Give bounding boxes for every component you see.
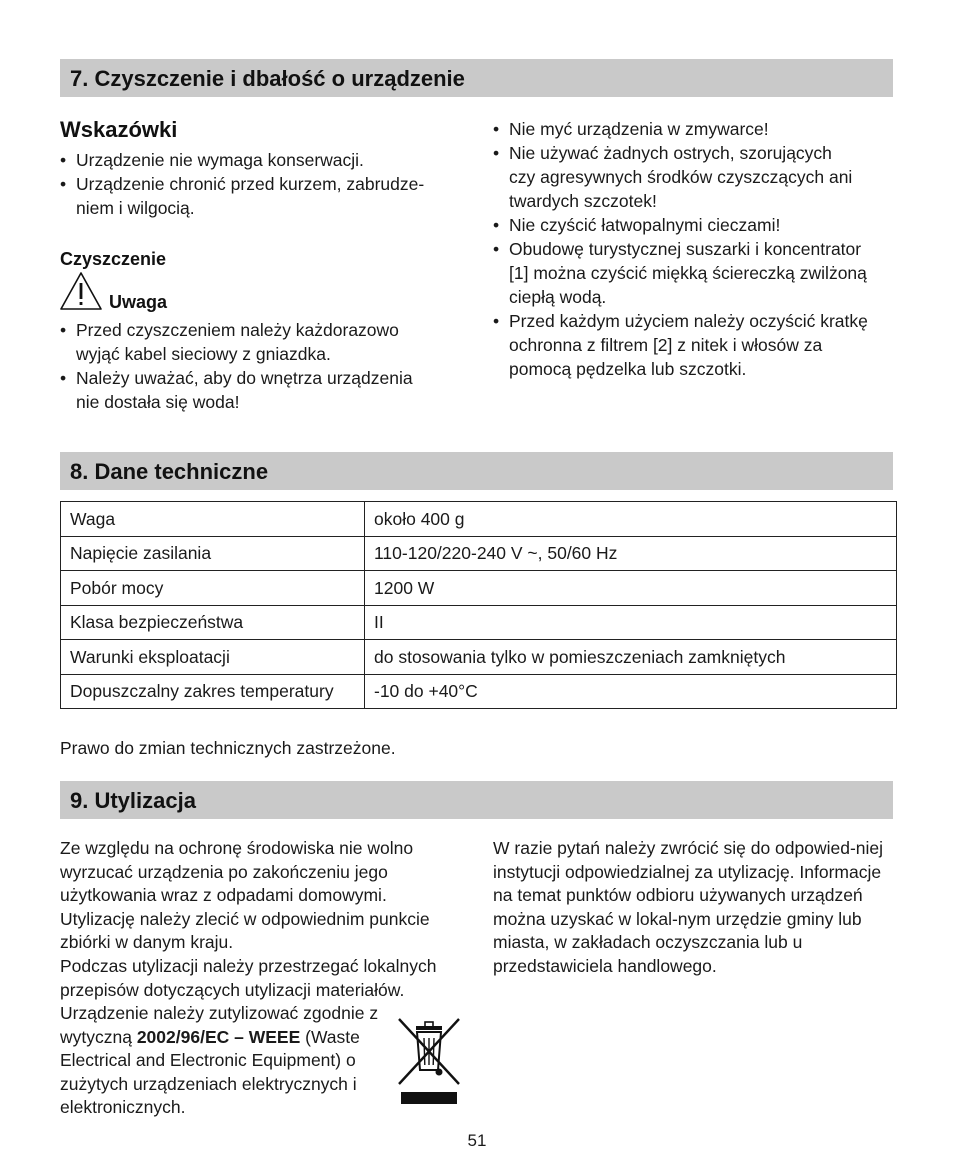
table-cell-value: około 400 g (365, 502, 897, 537)
section-7-heading: 7. Czyszczenie i dbałość o urządzenie (60, 59, 893, 97)
cleaning-list-right (493, 117, 898, 381)
warnings-list (60, 318, 455, 414)
table-cell-value: do stosowania tylko w pomieszczeniach zamkniętych (365, 640, 897, 675)
table-row (61, 605, 897, 640)
tips-heading: Wskazówki (60, 117, 178, 142)
warning-label: Uwaga (109, 292, 168, 312)
tips-list (60, 148, 455, 220)
section-9-heading: 9. Utylizacja (60, 781, 893, 819)
disposal-paragraph-3 (60, 1002, 392, 1120)
disposal-paragraph-1: Ze względu na ochronę środowiska nie wolno wyrzucać urządzenia po zakończeniu jego użytkowania wraz z odpadami domowymi. Utylizację należy zlecić w odpowiednim punkcie zbiórki w danym kraju. (60, 838, 430, 953)
table-cell-value: -10 do +40°C (365, 674, 897, 709)
table-cell-value: II (365, 605, 897, 640)
list-item: • Nie używać żadnych ostrych, szorujących czy agresywnych środków czyszczących ani twardych szczotek! (493, 141, 898, 213)
table-row (61, 571, 897, 606)
page-number: 51 (467, 1131, 487, 1150)
table-cell-label: Dopuszczalny zakres temperatury (61, 674, 365, 709)
list-item: • Urządzenie chronić przed kurzem, zabrudze- niem i wilgocią. (60, 172, 455, 220)
weee-directive: 2002/96/EC – WEEE (136, 1026, 301, 1047)
technical-data-table (60, 501, 897, 709)
table-row (61, 674, 897, 709)
cleaning-heading: Czyszczenie (60, 249, 167, 269)
table-cell-label: Waga (61, 502, 365, 537)
section-8-heading: 8. Dane techniczne (60, 452, 893, 490)
disposal-paragraph-right: W razie pytań należy zwrócić się do odpowied-niej instytucji odpowiedzialnej za utylizację. Informacje na temat punktów odbioru używanych urządzeń można uzyskać w lokal-nym urzędzie gminy lub miasta, w zakładach oczyszczania lub u przedstawiciela handlowego. (493, 838, 884, 976)
weee-text-after: (Waste Electrical and Electronic Equipment) o zużytych urządzeniach elektrycznych i elektronicznych. (60, 1026, 360, 1118)
table-cell-label: Klasa bezpieczeństwa (61, 605, 365, 640)
table-row (61, 502, 897, 537)
weee-text-before: Urządzenie należy zutylizować zgodnie z wytyczną (60, 1003, 379, 1047)
table-cell-label: Warunki eksploatacji (61, 640, 365, 675)
list-item: • Urządzenie nie wymaga konserwacji. (60, 148, 455, 172)
table-row (61, 536, 897, 571)
list-item: • Nie czyścić łatwopalnymi cieczami! (493, 213, 898, 237)
list-item: • Przed czyszczeniem należy każdorazowo wyjąć kabel sieciowy z gniazdka. (60, 318, 455, 366)
table-cell-label: Pobór mocy (61, 571, 365, 606)
list-item: • Obudowę turystycznej suszarki i koncentrator [1] można czyścić miękką ściereczką zwilżoną ciepłą wodą. (493, 237, 898, 309)
weee-crossed-bin-icon (396, 1016, 462, 1106)
list-item: • Nie myć urządzenia w zmywarce! (493, 117, 898, 141)
table-cell-label: Napięcie zasilania (61, 536, 365, 571)
disposal-paragraph-2: Podczas utylizacji należy przestrzegać lokalnych przepisów dotyczących utylizacji materiałów. (60, 956, 437, 1000)
table-cell-value: 110-120/220-240 V ~, 50/60 Hz (365, 536, 897, 571)
table-cell-value: 1200 W (365, 571, 897, 606)
table-row (61, 640, 897, 675)
warning-triangle-icon (59, 271, 103, 311)
technical-note: Prawo do zmian technicznych zastrzeżone. (60, 738, 396, 758)
list-item: • Przed każdym użyciem należy oczyścić kratkę ochronna z filtrem [2] z nitek i włosów za pomocą pędzelka lub szczotki. (493, 309, 898, 381)
list-item: • Należy uważać, aby do wnętrza urządzenia nie dostała się woda! (60, 366, 455, 414)
